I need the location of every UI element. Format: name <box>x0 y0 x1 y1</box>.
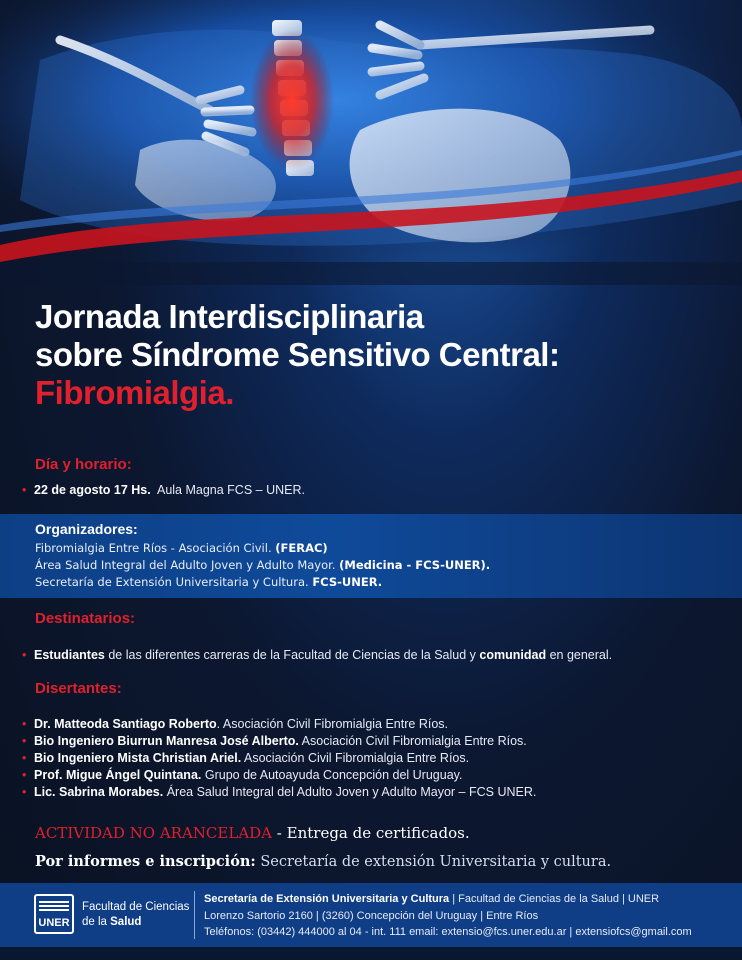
audience-text-2: en general. <box>549 648 613 662</box>
organizer-text: Secretaría de Extensión Universitaria y Cultura. <box>35 575 309 589</box>
info-line <box>35 853 611 870</box>
speaker-item <box>22 767 536 784</box>
faculty-line-1: Facultad de Ciencias <box>82 901 190 913</box>
organizer-bold: (Medicina - FCS-UNER). <box>339 558 491 572</box>
schedule-item <box>22 482 305 499</box>
speaker-item <box>22 750 536 767</box>
footer-address: Lorenzo Sartorio 2160 | (3260) Concepción del Uruguay | Entre Ríos <box>204 910 539 922</box>
audience-bold-2: comunidad <box>479 648 547 662</box>
audience-item <box>22 647 612 664</box>
organizer-item <box>35 575 382 589</box>
faculty-name <box>82 900 189 930</box>
schedule-list <box>22 482 305 499</box>
footer-contact: Teléfonos: (03442) 444000 al 04 - int. 111 email: extensio@fcs.uner.edu.ar | extensiofcs@gmail.com <box>204 926 692 938</box>
schedule-heading: Día y horario: <box>35 456 132 473</box>
faculty-line-2-bold: Salud <box>110 916 142 928</box>
speaker-name: Dr. Matteoda Santiago Roberto <box>34 717 217 731</box>
speaker-item <box>22 784 536 801</box>
speaker-org: Área Salud Integral del Adulto Joven y Adulto Mayor – FCS UNER. <box>166 785 537 799</box>
organizers-band <box>0 514 742 598</box>
title-line-2: sobre Síndrome Sensitivo Central: <box>35 336 560 373</box>
organizer-text: Fibromialgia Entre Ríos - Asociación Civil. <box>35 541 272 555</box>
organizer-item <box>35 558 490 572</box>
speakers-list <box>22 716 536 801</box>
speaker-item <box>22 716 536 733</box>
title-line-1: Jornada Interdisciplinaria <box>35 298 424 335</box>
footer-line-1-rest: | Facultad de Ciencias de la Salud | UNER <box>452 893 660 905</box>
activity-free-label: ACTIVIDAD NO ARANCELADA <box>35 824 273 842</box>
speakers-heading: Disertantes: <box>35 680 122 697</box>
footer-bar <box>0 883 742 947</box>
organizers-heading: Organizadores: <box>35 521 138 537</box>
organizer-bold: (FERAC) <box>275 541 328 555</box>
speaker-org: Asociación Civil Fibromialgia Entre Ríos. <box>244 751 470 765</box>
speaker-org: Asociación Civil Fibromialgia Entre Ríos. <box>301 734 527 748</box>
audience-list <box>22 647 612 664</box>
faculty-line-2 <box>82 915 189 930</box>
schedule-place: Aula Magna FCS – UNER. <box>156 483 305 497</box>
faculty-line-2-pre: de la <box>82 916 107 928</box>
info-label: Por informes e inscripción: <box>35 853 256 870</box>
audience-heading: Destinatarios: <box>35 610 136 627</box>
audience-text-1: de las diferentes carreras de la Facultad de Ciencias de la Salud y <box>108 648 476 662</box>
activity-note <box>35 824 470 842</box>
speaker-name: Prof. Migue Ángel Quintana. <box>34 768 202 782</box>
speaker-org: Grupo de Autoayuda Concepción del Uruguay. <box>204 768 463 782</box>
organizer-item <box>35 541 328 555</box>
info-text: Secretaría de extensión Universitaria y cultura. <box>260 854 612 870</box>
title-line-3: Fibromialgia. <box>35 374 234 411</box>
speaker-item <box>22 733 536 750</box>
event-title <box>35 298 559 412</box>
footer-line-1 <box>204 893 659 905</box>
schedule-date-time: 22 de agosto 17 Hs. <box>34 483 151 497</box>
speaker-name: Lic. Sabrina Morabes. <box>34 785 164 799</box>
speaker-name: Bio Ingeniero Mista Christian Ariel. <box>34 751 242 765</box>
speaker-name: Bio Ingeniero Biurrun Manresa José Alberto. <box>34 734 299 748</box>
audience-bold-1: Estudiantes <box>34 648 105 662</box>
organizer-text: Área Salud Integral del Adulto Joven y Adulto Mayor. <box>35 558 336 572</box>
organizer-bold: FCS-UNER. <box>312 575 383 589</box>
footer-divider <box>194 891 195 939</box>
activity-certificates: - Entrega de certificados. <box>276 824 470 842</box>
speaker-org: . Asociación Civil Fibromialgia Entre Ríos. <box>216 717 448 731</box>
footer-secretaria: Secretaría de Extensión Universitaria y Cultura <box>204 893 450 905</box>
hero-skeleton-illustration <box>0 0 742 285</box>
footer-bottom-strip <box>0 947 742 960</box>
logo-lines-icon <box>36 898 72 918</box>
uner-logo <box>34 894 74 934</box>
logo-text: UNER <box>38 917 70 929</box>
